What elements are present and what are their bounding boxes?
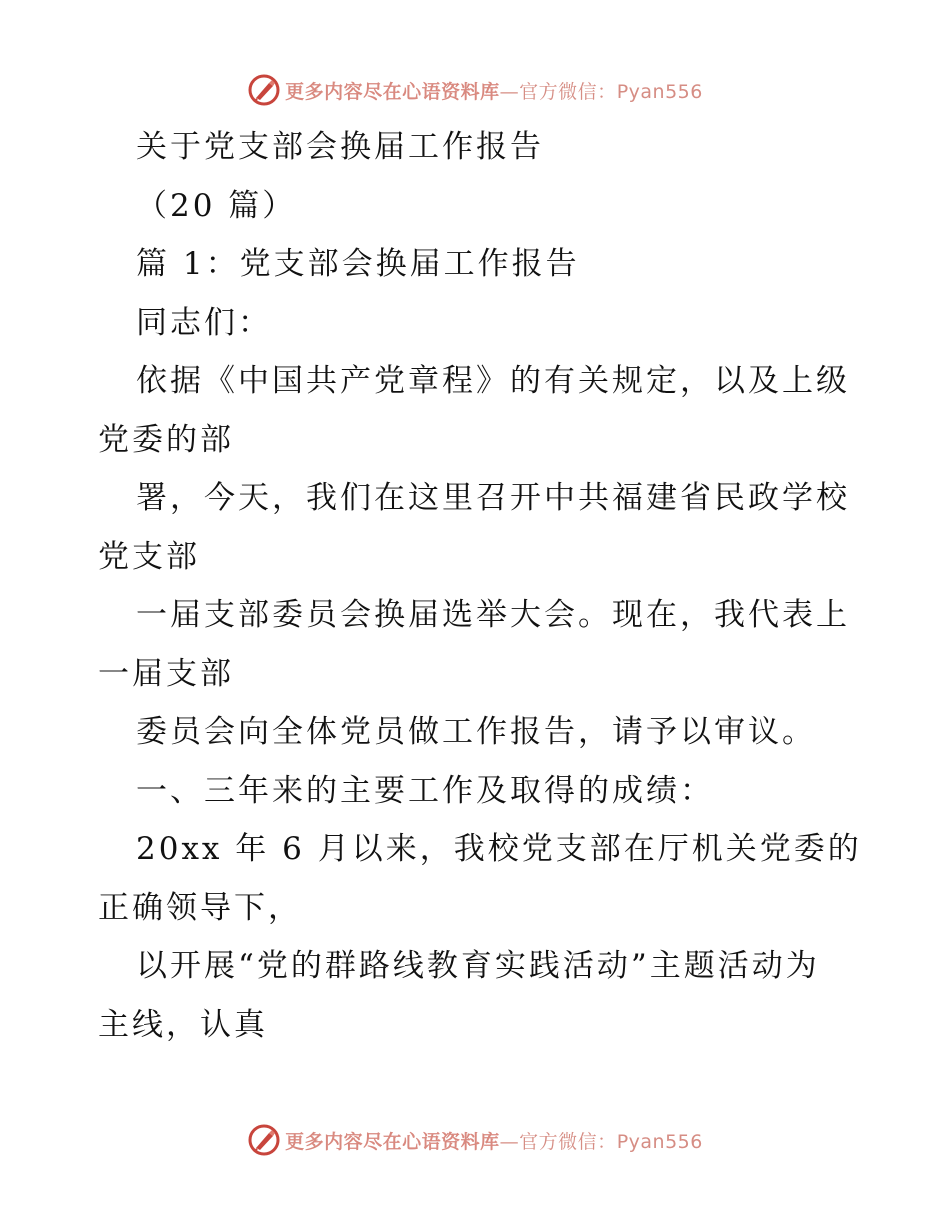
watermark-brand: 更多内容尽在心语资料库 <box>285 1130 500 1153</box>
document-body <box>98 118 868 1054</box>
paragraph-line: 以开展“党的群路线教育实践活动”主题活动为 <box>136 948 820 984</box>
watermark-separator: — <box>499 1130 520 1153</box>
footer-watermark <box>0 1120 950 1160</box>
paragraph-line: 一届支部 <box>98 655 234 692</box>
paragraph-line: 委员会向全体党员做工作报告，请予以审议。 <box>136 714 816 750</box>
watermark-label: 官方微信： <box>519 80 617 103</box>
paragraph-line: 20xx 年 6 月以来，我校党支部在厅机关党委的 <box>136 831 862 867</box>
watermark-label: 官方微信： <box>519 1130 617 1153</box>
watermark-text <box>285 77 703 104</box>
paragraph-line: 正确领导下， <box>98 889 302 926</box>
paragraph-line: 篇 1：党支部会换届工作报告 <box>136 246 580 282</box>
watermark-brand: 更多内容尽在心语资料库 <box>285 80 500 103</box>
watermark-wechat-id: Pyan556 <box>616 1130 703 1153</box>
header-watermark <box>0 70 950 110</box>
paragraph-line: 依据《中国共产党章程》的有关规定，以及上级 <box>136 363 850 399</box>
paragraph-line: 党支部 <box>98 538 200 575</box>
pen-logo-icon <box>247 73 281 107</box>
paragraph-line: 党委的部 <box>98 421 234 458</box>
paragraph-line: 一届支部委员会换届选举大会。现在，我代表上 <box>136 597 850 633</box>
paragraph-line: 主线，认真 <box>98 1006 268 1043</box>
paragraph-line: 署，今天，我们在这里召开中共福建省民政学校 <box>136 480 850 516</box>
watermark-separator: — <box>499 80 520 103</box>
pen-logo-icon <box>247 1123 281 1157</box>
paragraph-line: 一、三年来的主要工作及取得的成绩： <box>136 772 714 809</box>
watermark-text <box>285 1127 703 1154</box>
paragraph-line: 同志们： <box>136 304 272 341</box>
paragraph-line: 关于党支部会换届工作报告 <box>136 129 544 165</box>
watermark-wechat-id: Pyan556 <box>616 80 703 103</box>
paragraph-line: （20 篇） <box>136 187 297 224</box>
